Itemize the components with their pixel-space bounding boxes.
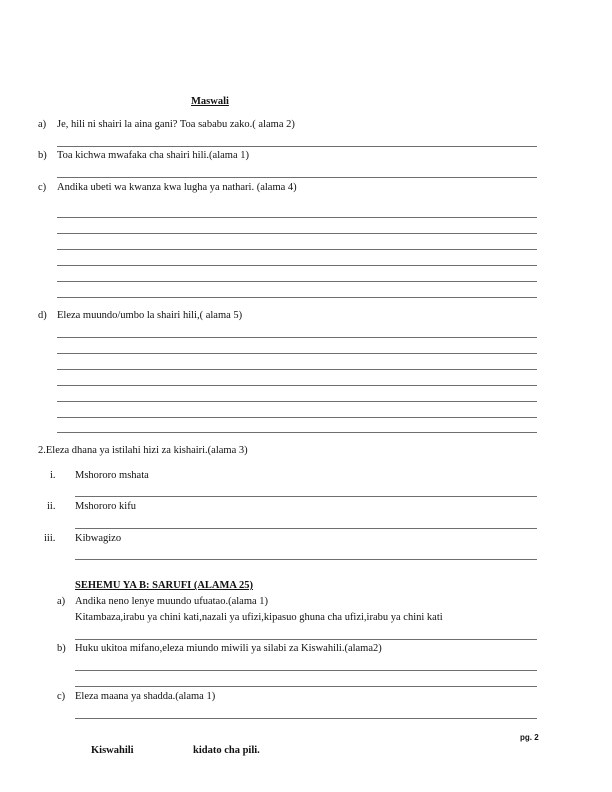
q2-item-ii-label: ii. [47, 501, 56, 512]
question-c-label: c) [38, 182, 47, 193]
answer-line[interactable] [57, 233, 537, 234]
answer-line[interactable] [75, 528, 537, 529]
answer-line[interactable] [57, 337, 537, 338]
question-b-label: b) [38, 150, 47, 161]
answer-line[interactable] [57, 417, 537, 418]
question-d-label: d) [38, 310, 47, 321]
section-b-b-text: Huku ukitoa mifano,eleza miundo miwili ya silabi za Kiswahili.(alama2) [75, 643, 382, 654]
page-number: pg. 2 [520, 733, 539, 742]
answer-line[interactable] [57, 432, 537, 433]
answer-line[interactable] [57, 369, 537, 370]
answer-line[interactable] [57, 249, 537, 250]
q2-item-i-text: Mshororo mshata [75, 470, 149, 481]
answer-line[interactable] [75, 496, 537, 497]
answer-line[interactable] [57, 265, 537, 266]
section-b-a-label: a) [57, 596, 66, 607]
question-a-label: a) [38, 119, 47, 130]
section-b-c-text: Eleza maana ya shadda.(alama 1) [75, 691, 216, 702]
answer-line[interactable] [57, 353, 537, 354]
footer-form: kidato cha pili. [193, 745, 260, 756]
section-b-b-label: b) [57, 643, 66, 654]
page-title: Maswali [191, 96, 229, 107]
q2-item-iii-text: Kibwagizo [75, 533, 122, 544]
q2-item-ii-text: Mshororo kifu [75, 501, 136, 512]
footer-subject: Kiswahili [91, 745, 134, 756]
answer-line[interactable] [75, 718, 537, 719]
answer-line[interactable] [57, 297, 537, 298]
answer-line[interactable] [75, 639, 537, 640]
q2-item-iii-label: iii. [44, 533, 56, 544]
answer-line[interactable] [57, 281, 537, 282]
q2-item-i-label: i. [50, 470, 56, 481]
question-2-text: 2.Eleza dhana ya istilahi hizi za kishairi.(alama 3) [38, 445, 248, 456]
question-d-text: Eleza muundo/umbo la shairi hili,( alama 5) [57, 310, 243, 321]
answer-line[interactable] [57, 177, 537, 178]
answer-line[interactable] [57, 385, 537, 386]
question-c-text: Andika ubeti wa kwanza kwa lugha ya nathari. (alama 4) [57, 182, 297, 193]
answer-line[interactable] [57, 146, 537, 147]
answer-line[interactable] [75, 670, 537, 671]
answer-line[interactable] [57, 401, 537, 402]
question-b-text: Toa kichwa mwafaka cha shairi hili.(alama 1) [57, 150, 249, 161]
answer-line[interactable] [75, 686, 537, 687]
section-b-a-subtext: Kitambaza,irabu ya chini kati,nazali ya ufizi,kipasuo ghuna cha ufizi,irabu ya chini kati [75, 612, 443, 623]
question-a-text: Je, hili ni shairi la aina gani? Toa sababu zako.( alama 2) [57, 119, 295, 130]
section-b-c-label: c) [57, 691, 66, 702]
section-b-a-text: Andika neno lenye muundo ufuatao.(alama 1) [75, 596, 269, 607]
answer-line[interactable] [75, 559, 537, 560]
section-b-heading: SEHEMU YA B: SARUFI (ALAMA 25) [75, 580, 254, 591]
answer-line[interactable] [57, 217, 537, 218]
